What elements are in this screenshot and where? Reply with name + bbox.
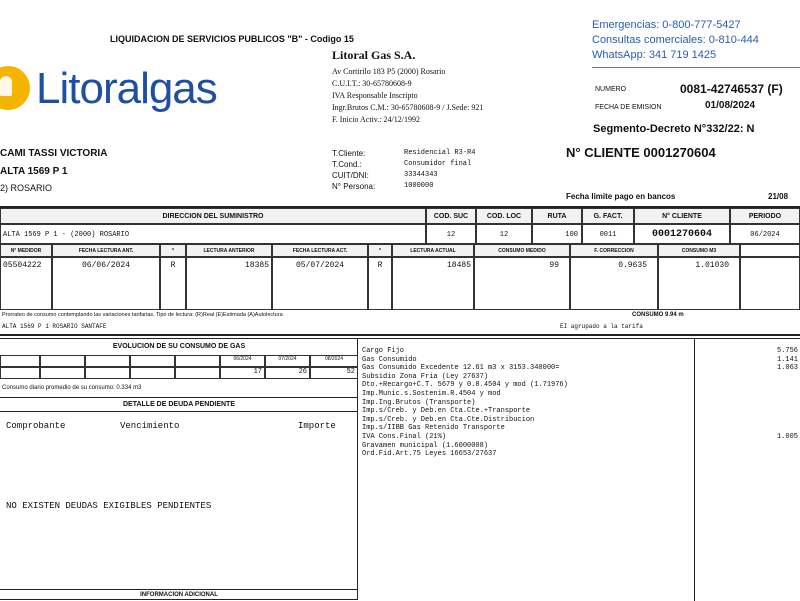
evolution-value [130,367,175,379]
supply-header-loc: COD. LOC [476,208,532,224]
evolution-header [175,355,220,367]
meter-header: * [160,244,186,257]
fecha-limite-label: Fecha limite pago en bancos [566,192,676,201]
meter-table [0,244,800,310]
evolution-table [0,355,358,385]
supply-header-gfact: G. FACT. [582,208,634,224]
fecha-value: 01/08/2024 [705,100,756,111]
fecha-limite-value: 21/08 [768,192,789,201]
supply-periodo: 06/2024 [730,224,800,244]
charge-item: Ord.Fid.Art.75 Leyes 16653/27637 [362,450,497,459]
notes-line2: ALTA 1569 P 1 ROSARIO SANTAFE [2,323,107,330]
evolution-value: 52 [310,367,358,379]
client-label: N° Persona: [332,182,376,191]
charge-amount [698,373,798,382]
charge-item: Imp.s/Creb. y Deb.en Cta.Cte.Distribucion [362,415,535,424]
meter-value: 05504222 [0,257,52,310]
evolution-value: 17 [220,367,265,379]
brand-logo-text: Litoralgas [36,64,217,113]
supply-table [0,206,800,246]
divider [0,397,358,398]
meter-value: 99 [474,257,570,310]
client-value: Residencial R3-R4 [404,149,476,157]
supply-cliente: 0001270604 [634,224,730,244]
contact-consultas: Consultas comerciales: 0-810-444 [592,34,759,46]
left-panel [0,338,358,600]
meter-value: R [160,257,186,310]
charge-amount: 1.063 [776,364,798,373]
evolution-header: 06/2024 [220,355,265,367]
client-label: T.Cond.: [332,160,362,169]
debt-title: DETALLE DE DEUDA PENDIENTE [122,401,235,408]
company-line: IVA Responsable Inscripto [332,91,418,100]
client-name: CAMI TASSI VICTORIA [0,148,108,159]
contact-whatsapp: WhatsApp: 341 719 1425 [592,49,717,61]
charge-item: Subsidio Zona Fria (Ley 27637) [362,372,489,381]
charge-amount: 5.756 [776,347,798,355]
evolution-value [85,367,130,379]
litoralgas-logo-icon [0,66,30,110]
divider [0,411,358,412]
supply-gfact: 0011 [582,224,634,244]
client-values [404,148,475,192]
client-labels [332,148,375,192]
additional-title: INFORMACION ADICIONAL [140,592,218,598]
debt-message: NO EXISTEN DEUDAS EXIGIBLES PENDIENTES [6,501,212,511]
client-label: CUIT/DNI: [332,171,369,180]
segmento: Segmento-Decreto N°332/22: N [593,123,755,135]
charges-amounts [698,347,798,459]
supply-direccion: ALTA 1569 P 1 - (2000) ROSARIO [0,224,426,244]
evolution-average: Consumo diario promedio de su consumo: 0.334 m3 [2,385,142,391]
numero-value: 0081-42746537 (F) [680,82,783,96]
divider [592,67,800,68]
supply-header-direccion: DIRECCION DEL SUMINISTRO [0,208,426,224]
charge-amount: 1.141 [776,355,798,364]
supply-header-ruta: RUTA [532,208,582,224]
supply-header-suc: COD. SUC [426,208,476,224]
client-number-title: N° CLIENTE 0001270604 [566,145,716,160]
evolution-header [130,355,175,367]
charge-item: Gravamen municipal (1.6000008) [362,441,489,450]
client-city: 2) ROSARIO [0,183,53,193]
company-line: F. Inicio Activ.: 24/12/1992 [332,115,420,124]
charge-item: Imp.Munic.s.Sostenim.R.4504 y mod [362,389,501,398]
meter-header: CONSUMO MEDIDO [474,244,570,257]
company-line: C.U.I.T.: 30-65780608-9 [332,79,412,88]
charge-amount [698,407,798,416]
supply-loc: 12 [476,224,532,244]
liquidacion-title: LIQUIDACION DE SERVICIOS PUBLICOS "B" - Codigo 15 [110,34,354,44]
charge-amount: 1.005 [776,432,798,441]
supply-suc: 12 [426,224,476,244]
meter-value: 06/06/2024 [52,257,160,310]
fecha-label: FECHA DE EMISION [595,104,662,111]
supply-ruta: 100 [532,224,582,244]
charge-amount [698,381,798,390]
charge-item: Gas Consumido [362,355,417,364]
notes-consumo: CONSUMO 9.94 m [632,312,684,318]
evolution-header: 08/2024 [310,355,358,367]
evolution-value: 26 [265,367,310,379]
evolution-header [0,355,40,367]
evolution-header [40,355,85,367]
meter-value: 18385 [186,257,272,310]
notes-line1: Prorrateo de consumo contemplando las variaciones tarifarias. Tipo de lectura: (R)Real (E)Estimada (A)Autolectura [2,312,283,318]
meter-header: FECHA LECTURA ANT. [52,244,160,257]
evolution-value [175,367,220,379]
meter-value: 0.9635 [570,257,658,310]
charge-item: Cargo Fijo [362,347,405,355]
company-name: Litoral Gas S.A. [332,48,416,62]
company-line: Av Cortirilo 183 P5 (2000) Rosario [332,67,446,76]
supply-header-cliente: N° CLIENTE [634,208,730,224]
client-label: T.Cliente: [332,149,366,158]
meter-header: CONSUMO M3 [658,244,740,257]
numero-label: NUMERO [595,86,627,93]
charge-amount [698,390,798,399]
debt-col-comprobante: Comprobante [6,421,66,431]
meter-header-extra [740,244,800,257]
meter-value-extra [740,257,800,310]
charge-item: Imp.s/Creb. y Deb.en Cta.Cte.+Transporte [362,407,531,416]
evolution-header [85,355,130,367]
charges-list [362,347,568,459]
meter-header: * [368,244,392,257]
client-value: 33344343 [404,171,438,179]
client-value: 1000000 [404,182,434,190]
supply-header-periodo: PERIODO [730,208,800,224]
meter-header: LECTURA ANTERIOR [186,244,272,257]
meter-value: R [368,257,392,310]
charge-item: Imp.s/IIBB Gas Retenido Transporte [362,424,505,433]
charge-item: Dto.+Recargo+C.T. 5679 y 0.8.4504 y mod (1.71976) [362,381,568,390]
contact-emergencias: Emergencias: 0-800-777-5427 [592,19,741,31]
charge-item: Gas Consumido Excedente 12.61 m3 x 3153.340000= [362,364,560,373]
meter-value: 18485 [392,257,474,310]
charge-item: Imp.Ing.Brutos (Transporte) [362,398,476,407]
debt-col-importe: Importe [298,421,336,431]
company-line: Ingr.Brutos C.M.: 30-65780608-9 / J.Sede: 921 [332,103,484,112]
client-value: Consumidor final [404,160,472,168]
charge-amount [698,424,798,433]
meter-header: LECTURA ACTUAL [392,244,474,257]
meter-value: 1.01030 [658,257,740,310]
evolution-header: 07/2024 [265,355,310,367]
debt-col-vencimiento: Vencimiento [120,421,180,431]
charge-amount [698,450,798,459]
notes-line2-right: EI agrupado a la tarifa [560,323,643,330]
notes [0,310,800,336]
meter-value: 05/07/2024 [272,257,368,310]
charge-amount [698,442,798,451]
meter-header: FECHA LECTURA ACT. [272,244,368,257]
charge-amount [698,416,798,425]
contacts [592,18,759,63]
charge-item: IVA Cons.Final (21%) [362,432,447,441]
client-address: ALTA 1569 P 1 [0,166,68,177]
charges-panel [358,338,800,600]
meter-header: F. CORRECCION [570,244,658,257]
divider [0,589,358,590]
divider [694,339,695,601]
meter-header: N° MEDIDOR [0,244,52,257]
company-lines [332,66,483,126]
evolution-title: EVOLUCION DE SU CONSUMO DE GAS [112,343,246,350]
evolution-value [40,367,85,379]
charge-amount [698,399,798,408]
evolution-value [0,367,40,379]
